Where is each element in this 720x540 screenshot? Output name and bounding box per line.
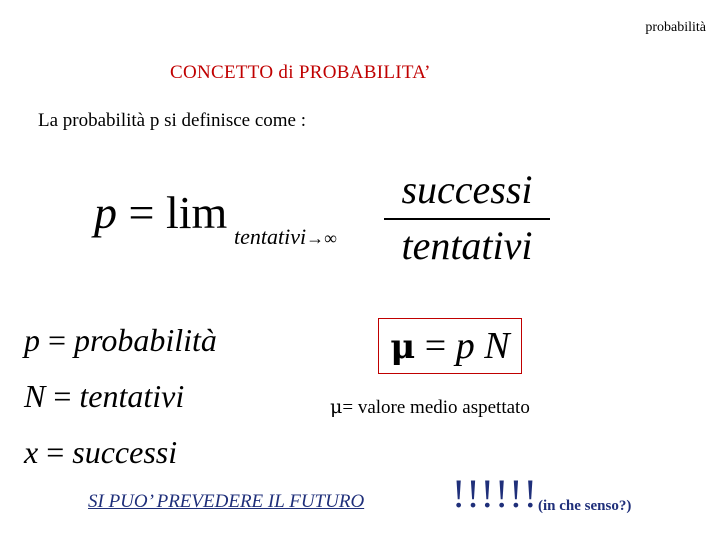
formula-lhs (94, 186, 227, 239)
probability-limit-formula (94, 168, 564, 278)
mu-rhs: p N (455, 325, 510, 367)
definition-meaning: probabilità (74, 322, 217, 358)
definition-symbol: p (24, 322, 40, 358)
definition-equals: = (38, 434, 73, 470)
mu-equals: = (415, 325, 456, 367)
mu-description (330, 396, 530, 419)
subscript-variable: tentativi (234, 224, 307, 249)
formula-fraction (384, 168, 550, 268)
definition-row (24, 424, 217, 480)
definition-meaning: tentativi (79, 378, 185, 414)
exclamation-marks: !!!!!! (452, 471, 538, 516)
definition-meaning: successi (72, 434, 178, 470)
formula-equals: = (117, 187, 166, 238)
variable-definitions (24, 312, 217, 480)
fraction-bar (384, 218, 550, 220)
mu-description-text: = valore medio aspettato (342, 397, 530, 418)
mu-formula-box (378, 318, 522, 374)
fraction-denominator: tentativi (401, 223, 533, 268)
formula-limit-subscript (234, 224, 337, 250)
slide-header: probabilità (645, 20, 706, 35)
slide-title: CONCETTO di PROBABILITA’ (170, 62, 431, 83)
future-statement: SI PUO’ PREVEDERE IL FUTURO (88, 491, 365, 512)
definition-symbol: x (24, 434, 39, 470)
definition-equals: = (45, 378, 80, 414)
formula-lim: lim (165, 187, 228, 238)
definition-symbol: N (24, 378, 46, 414)
formula-var-p: p (94, 187, 117, 238)
mu-symbol-small: μ (330, 396, 343, 418)
mu-symbol: μ (390, 327, 416, 367)
in-what-sense-note: (in che senso?) (538, 498, 632, 514)
definition-equals: = (40, 322, 75, 358)
intro-text: La probabilità p si definisce come : (38, 110, 307, 131)
fraction-numerator: successi (401, 167, 533, 212)
arrow-infinity-icon: →∞ (306, 228, 337, 248)
definition-row (24, 312, 217, 368)
definition-row (24, 368, 217, 424)
